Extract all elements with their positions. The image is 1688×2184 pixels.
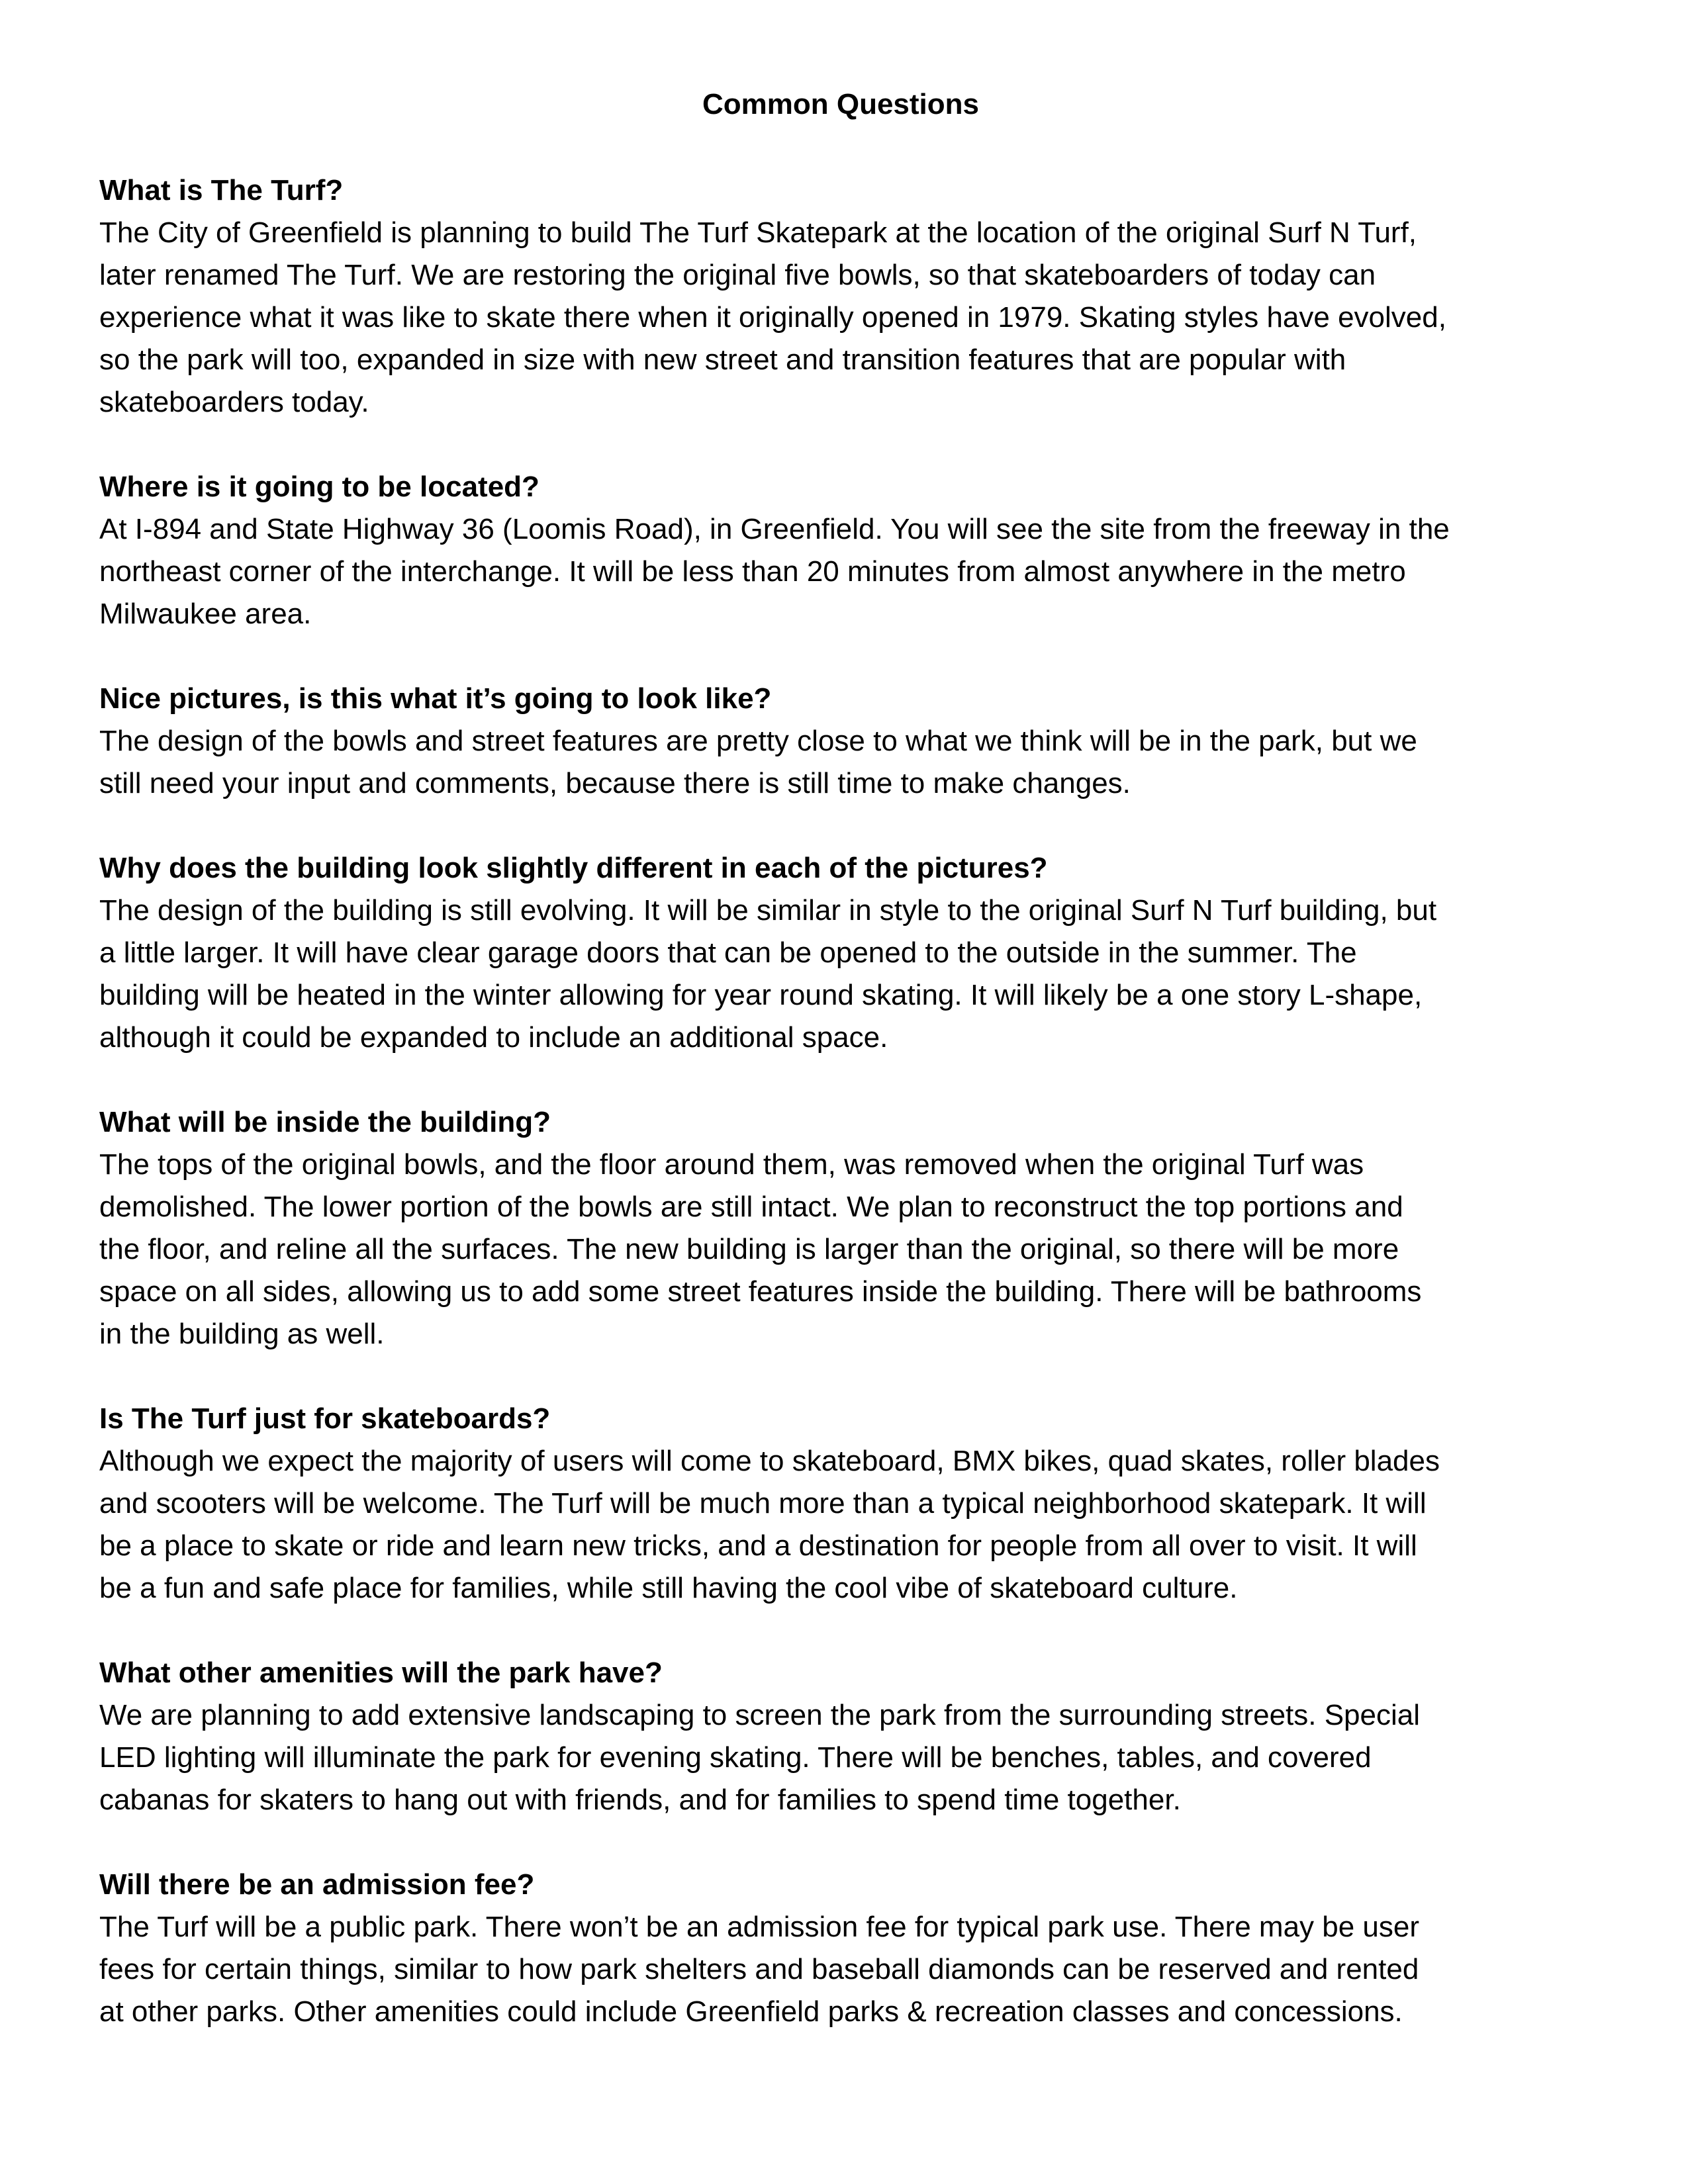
answer-line: We are planning to add extensive landscaping to screen the park from the surrounding streets. Special [99,1699,1421,1731]
qa-section-location [99,466,1582,635]
answer-line: cabanas for skaters to hang out with friends, and for families to spend time together. [99,1784,1181,1816]
qa-section-skateboards [99,1398,1582,1610]
answer-line: At I-894 and State Highway 36 (Loomis Road), in Greenfield. You will see the site from the freeway in the [99,513,1450,545]
qa-section-building-design [99,847,1582,1059]
answer-line: The tops of the original bowls, and the floor around them, was removed when the original Turf was [99,1148,1364,1181]
answer-line: The City of Greenfield is planning to build The Turf Skatepark at the location of the original Surf N Turf, [99,216,1417,249]
answer-line: demolished. The lower portion of the bowls are still intact. We plan to reconstruct the top portions and [99,1191,1403,1223]
qa-section-amenities [99,1652,1582,1821]
answer-line: be a fun and safe place for families, while still having the cool vibe of skateboard culture. [99,1572,1238,1604]
answer-line: at other parks. Other amenities could include Greenfield parks & recreation classes and concessions. [99,1995,1403,2028]
answer-line: Although we expect the majority of users will come to skateboard, BMX bikes, quad skates, roller blades [99,1445,1440,1477]
answer-line: later renamed The Turf. We are restoring the original five bowls, so that skateboarders of today can [99,259,1376,291]
answer-line: skateboarders today. [99,386,369,418]
question-heading: What other amenities will the park have? [99,1657,663,1689]
question-heading: Is The Turf just for skateboards? [99,1402,551,1435]
answer-line: LED lighting will illuminate the park for evening skating. There will be benches, tables, and covered [99,1741,1372,1774]
answer-line: be a place to skate or ride and learn new tricks, and a destination for people from all over to visit. It will [99,1529,1417,1562]
qa-section-inside-building [99,1101,1582,1355]
answer-line: a little larger. It will have clear garage doors that can be opened to the outside in the summer. The [99,936,1357,969]
question-heading: Why does the building look slightly different in each of the pictures? [99,852,1048,884]
question-heading: Nice pictures, is this what it’s going to look like? [99,682,772,715]
answer-line: so the park will too, expanded in size with new street and transition features that are popular with [99,343,1346,376]
answer-line: The design of the building is still evolving. It will be similar in style to the original Surf N Turf building, but [99,894,1437,927]
answer-line: northeast corner of the interchange. It will be less than 20 minutes from almost anywhere in the metro [99,555,1406,588]
question-heading: What is The Turf? [99,174,344,206]
qa-section-admission-fee [99,1864,1582,2033]
answer-line: building will be heated in the winter allowing for year round skating. It will likely be a one story L-shape, [99,979,1423,1011]
answer-line: fees for certain things, similar to how park shelters and baseball diamonds can be reserved and rented [99,1953,1419,1985]
answer-line: and scooters will be welcome. The Turf will be much more than a typical neighborhood skatepark. It will [99,1487,1427,1520]
answer-line: although it could be expanded to include an additional space. [99,1021,888,1054]
qa-section-pictures [99,678,1582,805]
page-title: Common Questions [702,88,980,120]
qa-section-what-is-the-turf [99,169,1582,424]
answer-line: experience what it was like to skate there when it originally opened in 1979. Skating styles have evolved, [99,301,1446,334]
answer-line: The design of the bowls and street features are pretty close to what we think will be in the park, but we [99,725,1417,757]
answer-line: The Turf will be a public park. There won’t be an admission fee for typical park use. There may be user [99,1911,1420,1943]
answer-line: the floor, and reline all the surfaces. The new building is larger than the original, so there will be more [99,1233,1399,1265]
question-heading: Where is it going to be located? [99,471,539,503]
answer-line: in the building as well. [99,1318,385,1350]
answer-line: space on all sides, allowing us to add some street features inside the building. There will be bathrooms [99,1275,1422,1308]
question-heading: What will be inside the building? [99,1106,551,1138]
question-heading: Will there be an admission fee? [99,1868,535,1901]
answer-line: Milwaukee area. [99,598,312,630]
answer-line: still need your input and comments, because there is still time to make changes. [99,767,1131,799]
